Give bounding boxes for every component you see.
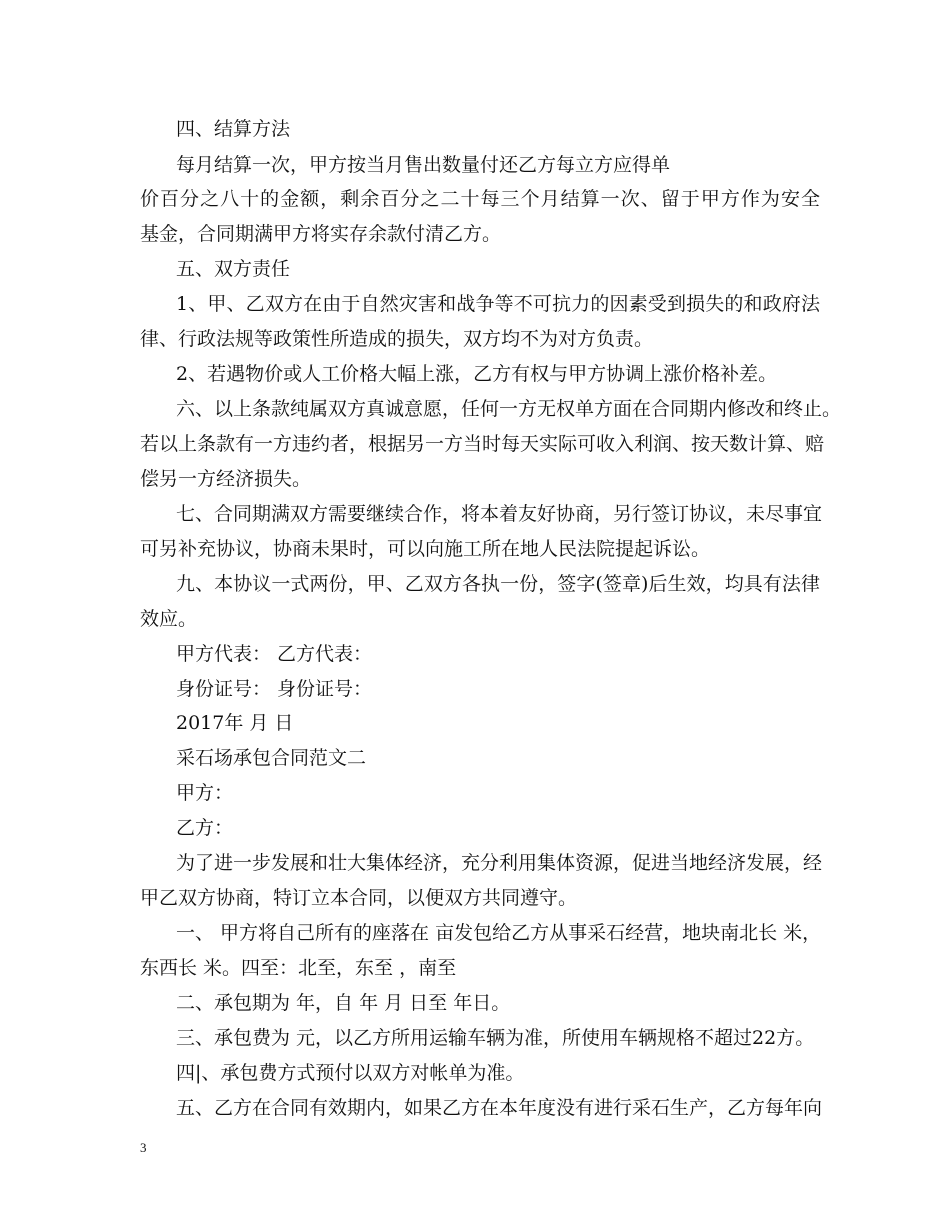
section-heading-responsibilities: 五、双方责任 — [176, 258, 291, 280]
paragraph-line: 2、若遇物价或人工价格大幅上涨，乙方有权与甲方协调上涨价格补差。 — [176, 363, 778, 385]
paragraph-line: 每月结算一次，甲方按当月售出数量付还乙方每立方应得单 — [176, 154, 671, 176]
party-a-label: 甲方： — [176, 782, 234, 804]
contract-title: 采石场承包合同范文二 — [176, 747, 367, 769]
paragraph-line: 七、合同期满双方需要继续合作，将本着友好协商，另行签订协议，未尽事宜 — [176, 503, 823, 525]
paragraph-line: 四|、承包费方式预付以双方对帐单为准。 — [176, 1062, 525, 1084]
paragraph-line: 六、以上条款纯属双方真诚意愿，任何一方无权单方面在合同期内修改和终止。 — [176, 398, 842, 420]
paragraph-line: 律、行政法规等政策性所造成的损失，双方均不为对方负责。 — [140, 328, 654, 350]
section-heading-settlement: 四、结算方法 — [176, 118, 291, 140]
paragraph-line: 偿另一方经济损失。 — [140, 468, 312, 490]
paragraph-line: 基金，合同期满甲方将实存余款付清乙方。 — [140, 223, 502, 245]
paragraph-line: 甲乙双方协商，特订立本合同，以便双方共同遵守。 — [140, 887, 578, 909]
paragraph-line: 五、乙方在合同有效期内，如果乙方在本年度没有进行采石生产，乙方每年向 — [176, 1097, 823, 1119]
signature-id-numbers: 身份证号： 身份证号： — [176, 678, 373, 700]
paragraph-line: 效应。 — [140, 608, 198, 630]
paragraph-line: 可另补充协议，协商未果时，可以向施工所在地人民法院提起诉讼。 — [140, 538, 711, 560]
paragraph-line: 若以上条款有一方违约者，根据另一方当时每天实际可收入利润、按天数计算、赔 — [140, 433, 825, 455]
paragraph-line: 1、甲、乙双方在由于自然灾害和战争等不可抗力的因素受到损失的和政府法 — [176, 293, 820, 315]
paragraph-line: 价百分之八十的金额，剩余百分之二十每三个月结算一次、留于甲方作为安全 — [140, 188, 820, 210]
paragraph-line: 一、 甲方将自己所有的座落在 亩发包给乙方从事采石经营，地块南北长 米， — [176, 922, 822, 944]
signature-date: 2017年 月 日 — [176, 712, 294, 734]
paragraph-line: 东西长 米。四至：北至，东至 ，南至 — [140, 957, 457, 979]
signature-representatives: 甲方代表： 乙方代表： — [176, 643, 373, 665]
paragraph-line: 三、承包费为 元，以乙方所用运输车辆为准，所使用车辆规格不超过22方。 — [176, 1027, 815, 1049]
paragraph-line: 二、承包期为 年，自 年 月 日至 年日。 — [176, 992, 511, 1014]
paragraph-line: 九、本协议一式两份，甲、乙双方各执一份，签字(签章)后生效，均具有法律 — [176, 573, 820, 595]
party-b-label: 乙方： — [176, 817, 234, 839]
page-number: 3 — [140, 1140, 147, 1155]
paragraph-line: 为了进一步发展和壮大集体经济，充分利用集体资源，促进当地经济发展，经 — [176, 852, 823, 874]
